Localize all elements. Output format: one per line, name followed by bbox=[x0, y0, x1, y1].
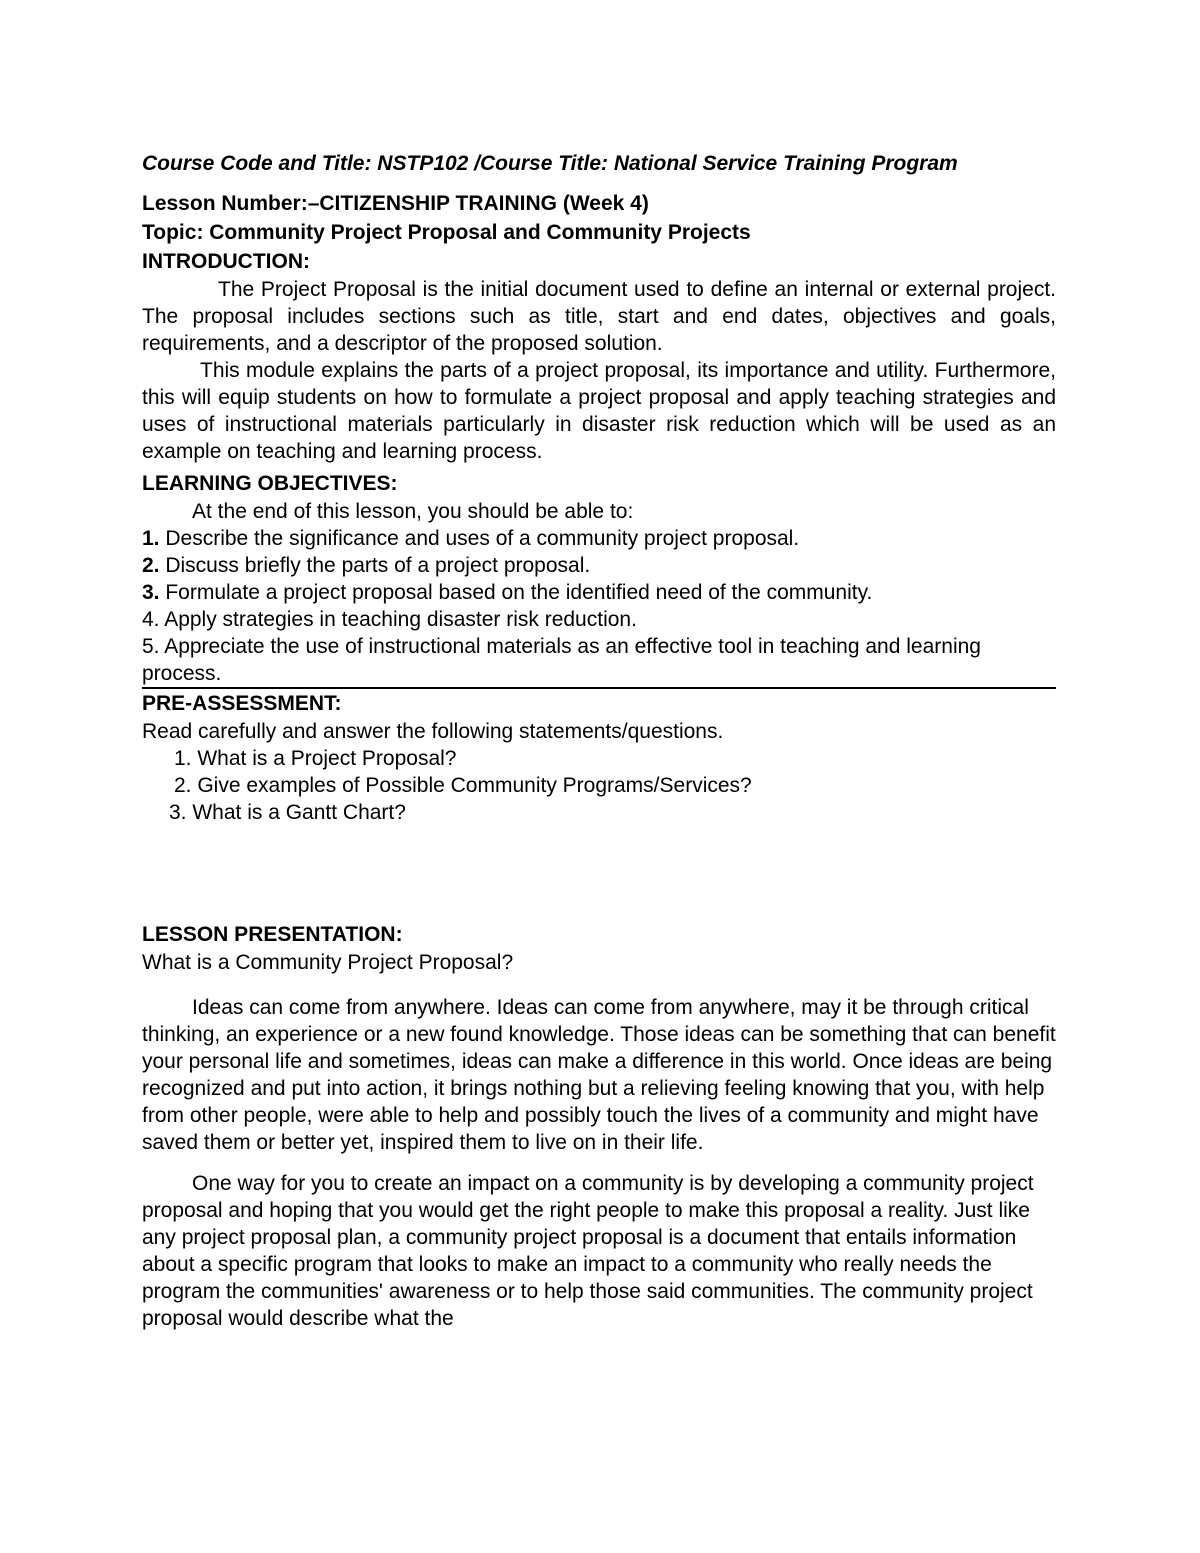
objective-number: 4. bbox=[142, 608, 160, 631]
objective-number: 2. bbox=[142, 554, 160, 577]
objective-item bbox=[142, 606, 1056, 633]
topic-line: Topic: Community Project Proposal and Community Projects bbox=[142, 221, 751, 244]
pre-assessment-heading: PRE-ASSESSMENT: bbox=[142, 692, 342, 715]
question-item: 3. What is a Gantt Chart? bbox=[169, 801, 406, 824]
lesson-number: Lesson Number:–CITIZENSHIP TRAINING (Week 4) bbox=[142, 192, 649, 215]
objectives-intro: At the end of this lesson, you should be able to: bbox=[192, 500, 634, 523]
objective-item bbox=[142, 552, 1056, 579]
document-page bbox=[142, 150, 1056, 1332]
question-item: 1. What is a Project Proposal? bbox=[174, 747, 457, 770]
objective-number: 1. bbox=[142, 527, 160, 550]
objective-text: Discuss briefly the parts of a project proposal. bbox=[159, 554, 591, 577]
objective-item bbox=[142, 633, 1056, 689]
pre-assessment-instruction: Read carefully and answer the following statements/questions. bbox=[142, 720, 724, 743]
lesson-paragraph-2: One way for you to create an impact on a community is by developing a community project proposal and hoping that you would get the right people to make this proposal a reality. Just like any project proposal plan, a community project proposal is a document that entails information about a specific program that looks to make an impact to a community who really needs the program the communities' awareness or to help those said communities. The community project proposal would describe what the bbox=[142, 1172, 1034, 1330]
objective-number: 5. bbox=[142, 635, 160, 658]
objective-item bbox=[142, 525, 1056, 552]
lesson-presentation-heading: LESSON PRESENTATION: bbox=[142, 923, 403, 946]
spacer bbox=[142, 1156, 1056, 1170]
question-item: 2. Give examples of Possible Community Programs/Services? bbox=[174, 774, 752, 797]
introduction-heading: INTRODUCTION: bbox=[142, 250, 310, 273]
lesson-paragraph-1: Ideas can come from anywhere. Ideas can come from anywhere, may it be through critical thinking, an experience or a new found knowledge. Those ideas can be something that can benefit your personal life and sometimes, ideas can make a difference in this world. Once ideas are being recognized and put into action, it brings nothing but a relieving feeling knowing that you, with help from other people, were able to help and possibly touch the lives of a community and might have saved them or better yet, inspired them to live on in their life. bbox=[142, 996, 1056, 1154]
objective-text: Appreciate the use of instructional materials as an effective tool in teaching and learning process. bbox=[142, 635, 981, 685]
learning-objectives-heading: LEARNING OBJECTIVES: bbox=[142, 472, 398, 495]
objective-number: 3. bbox=[142, 581, 160, 604]
introduction-paragraph-2: This module explains the parts of a project proposal, its importance and utility. Furthermore, this will equip students on how to formulate a project proposal and apply teaching strategies and uses of instructional materials particularly in disaster risk reduction which will be used as an example on teaching and learning process. bbox=[142, 359, 1056, 463]
objective-text: Apply strategies in teaching disaster risk reduction. bbox=[159, 608, 637, 631]
objectives-list bbox=[142, 525, 1056, 689]
spacer bbox=[142, 826, 1056, 920]
objective-item bbox=[142, 579, 1056, 606]
course-title: Course Code and Title: NSTP102 /Course Title: National Service Training Program bbox=[142, 152, 958, 175]
lesson-presentation-question: What is a Community Project Proposal? bbox=[142, 951, 514, 974]
objective-text: Describe the significance and uses of a community project proposal. bbox=[159, 527, 800, 550]
introduction-paragraph-1: The Project Proposal is the initial document used to define an internal or external project. The proposal includes sections such as title, start and end dates, objectives and goals, requirements, and a descriptor of the proposed solution. bbox=[142, 278, 1056, 355]
pre-assessment-questions bbox=[142, 745, 1056, 826]
objective-text: Formulate a project proposal based on the identified need of the community. bbox=[159, 581, 873, 604]
